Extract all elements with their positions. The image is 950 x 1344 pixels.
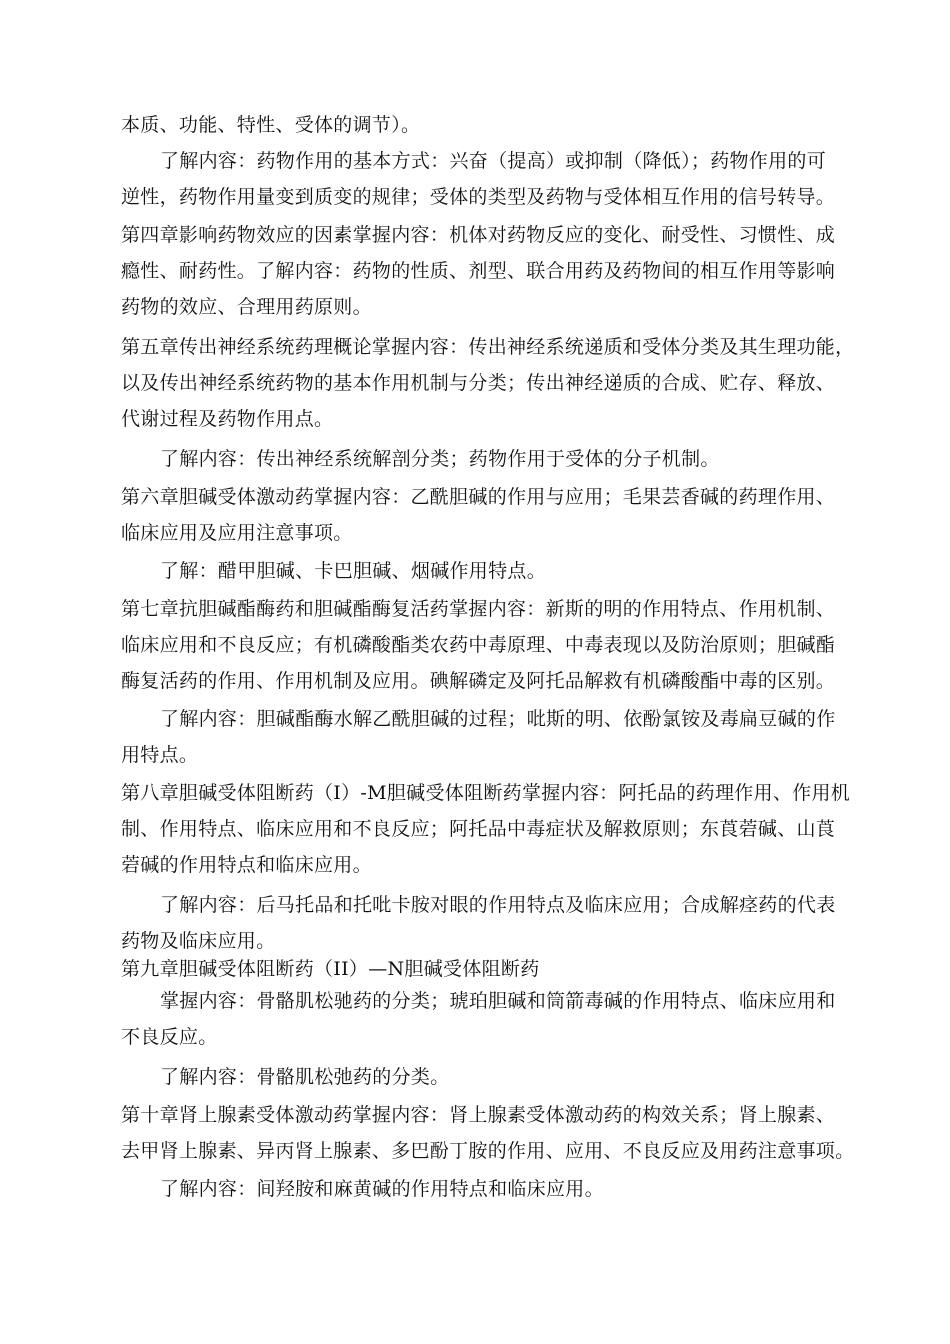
text-line: 了解内容：间羟胺和麻黄碱的作用特点和临床应用。 [160,1178,604,1200]
text-line: 本质、功能、特性、受体的调节）。 [121,114,421,136]
text-line: 药物的效应、合理用药原则。 [121,296,372,318]
text-line: 药物及临床应用。 [121,930,276,952]
text-line: 第八章胆碱受体阻断药（I）-M胆碱受体阻断药掌握内容：阿托品的药理作用、作用机 [121,782,851,804]
text-line: 第七章抗胆碱酯酶药和胆碱酯酶复活药掌握内容：新斯的明的作用特点、作用机制、 [121,598,836,620]
text-line: 临床应用和不良反应；有机磷酸酯类农药中毒原理、中毒表现以及防治原则；胆碱酯 [121,634,836,656]
text-line: 以及传出神经系统药物的基本作用机制与分类；传出神经递质的合成、贮存、释放、 [121,372,836,394]
text-line: 逆性，药物作用量变到质变的规律；受体的类型及药物与受体相互作用的信号转导。 [121,186,836,208]
text-line: 了解内容：后马托品和托吡卡胺对眼的作用特点及临床应用；合成解痉药的代表 [160,894,836,916]
text-line: 第九章胆碱受体阻断药（II）—N胆碱受体阻断药 [121,958,540,980]
text-line: 第四章影响药物效应的因素掌握内容：机体对药物反应的变化、耐受性、习惯性、成 [121,224,836,246]
text-line: 第六章胆碱受体激动药掌握内容：乙酰胆碱的作用与应用；毛果芸香碱的药理作用、 [121,486,836,508]
text-line: 掌握内容：骨骼肌松驰药的分类；琥珀胆碱和筒箭毒碱的作用特点、临床应用和 [160,990,836,1012]
text-line: 第十章肾上腺素受体激动药掌握内容：肾上腺素受体激动药的构效关系；肾上腺素、 [121,1104,836,1126]
text-line: 制、作用特点、临床应用和不良反应；阿托品中毒症状及解救原则；东莨菪碱、山莨 [121,818,836,840]
text-line: 去甲肾上腺素、异丙肾上腺素、多巴酚丁胺的作用、应用、不良反应及用药注意事项。 [121,1140,855,1162]
text-line: 用特点。 [121,744,199,766]
text-line: 了解：醋甲胆碱、卡巴胆碱、烟碱作用特点。 [160,560,547,582]
text-line: 代谢过程及药物作用点。 [121,408,334,430]
text-line: 了解内容：骨骼肌松弛药的分类。 [160,1066,450,1088]
text-line: 了解内容：传出神经系统解剖分类；药物作用于受体的分子机制。 [160,448,720,470]
text-line: 瘾性、耐药性。了解内容：药物的性质、剂型、联合用药及药物间的相互作用等影响 [121,260,836,282]
text-line: 了解内容：胆碱酯酶水解乙酰胆碱的过程；吡斯的明、依酚氯铵及毒扁豆碱的作 [160,708,836,730]
text-line: 了解内容：药物作用的基本方式：兴奋（提高）或抑制（降低）；药物作用的可 [160,150,827,172]
text-line: 菪碱的作用特点和临床应用。 [121,854,372,876]
text-line: 临床应用及应用注意事项。 [121,522,353,544]
text-line: 不良反应。 [121,1026,218,1048]
text-line: 酶复活药的作用、作用机制及应用。碘解磷定及阿托品解救有机磷酸酯中毒的区别。 [121,670,836,692]
text-line: 第五章传出神经系统药理概论掌握内容：传出神经系统递质和受体分类及其生理功能， [121,336,855,358]
